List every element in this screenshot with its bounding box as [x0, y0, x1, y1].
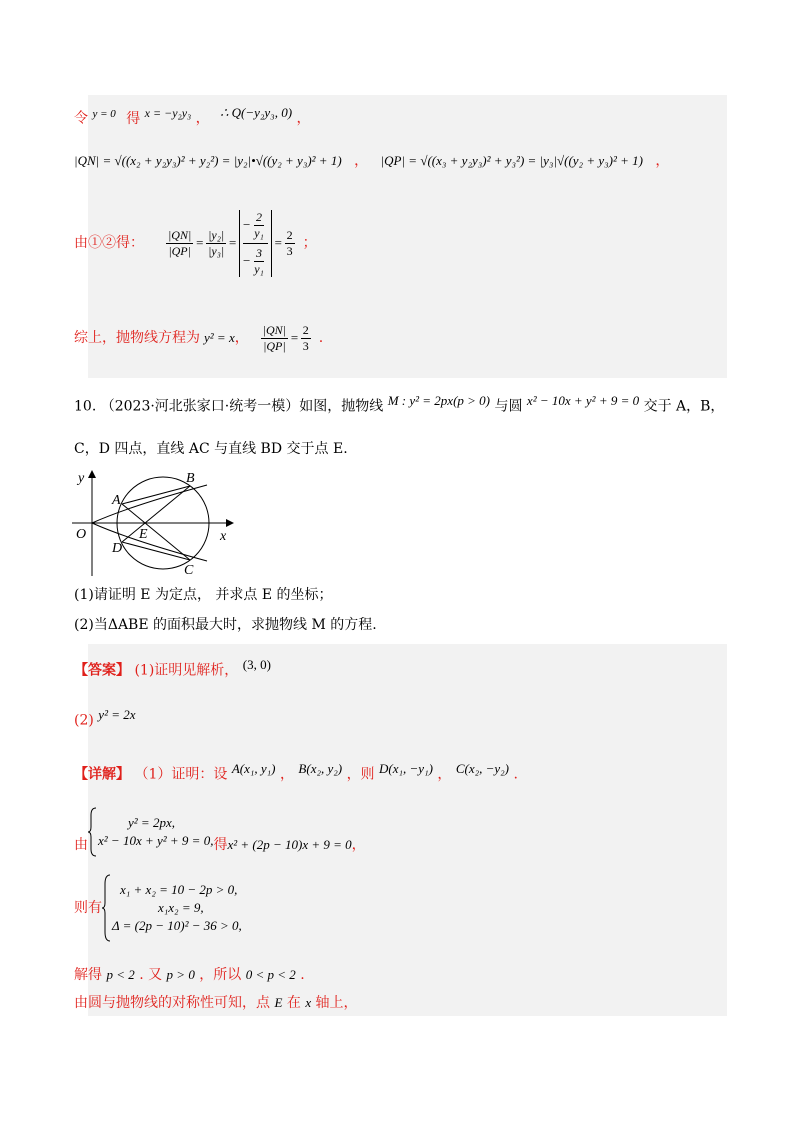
eq-circle: x² − 10x + y² + 9 = 0	[526, 393, 640, 408]
frac-num: 2	[256, 209, 263, 224]
system-1-row-2: x² − 10x + y² + 9 = 0,	[98, 833, 214, 848]
answer-2: (2)	[74, 712, 94, 729]
system-1-row-1: y² = 2px,	[128, 815, 175, 830]
comma: ，	[351, 837, 366, 853]
text-yuyuan: 与圆	[494, 398, 523, 415]
comma: ，	[655, 153, 670, 169]
text-you: . 又	[139, 967, 163, 983]
eq-parabola: y² = x	[204, 330, 235, 345]
text-you: 由	[74, 837, 88, 853]
question-1	[74, 586, 333, 604]
problem-line-2-text: C，D 四点，直线 AC 与直线 BD 交于点 E.	[74, 441, 348, 457]
text-prefix: 由①②得：	[74, 235, 144, 251]
text-jiede: 解得	[74, 967, 102, 983]
text-de: 得	[126, 110, 141, 127]
point-d: D(x₁, −y₁)	[379, 761, 433, 776]
ineq-p-gt-0: p > 0	[166, 967, 195, 982]
comma: ，	[354, 153, 369, 169]
problem-number: 10.	[74, 398, 97, 415]
period: .	[513, 766, 518, 783]
text-suoyi: ，所以	[199, 967, 242, 983]
answer-1: (1)证明见解析，	[134, 662, 239, 679]
label-x: x	[220, 529, 227, 544]
point-c: C(x₂, −y₂)	[455, 761, 510, 776]
text-axis: 轴上，	[315, 995, 358, 1011]
point-e: E	[274, 995, 283, 1010]
answer-2-value: y² = 2x	[98, 707, 136, 722]
system-2-row-2: x₁x₂ = 9,	[158, 900, 204, 915]
question-2	[74, 616, 377, 634]
label-b: B	[186, 471, 195, 486]
comma: ，	[195, 110, 210, 127]
period: .	[300, 967, 305, 983]
derivation-line-2	[74, 152, 669, 170]
period: .	[318, 330, 324, 346]
problem-line-2	[74, 440, 348, 458]
system-1	[88, 807, 213, 857]
eq-x: x = −y₂y₃	[144, 106, 192, 120]
parabola-circle-figure	[72, 468, 242, 578]
eq-q-point: ∴ Q(−y₂y₃, 0)	[220, 105, 293, 120]
detail-intro: （1）证明：设	[134, 766, 228, 783]
system-2	[102, 874, 242, 942]
system-2-row-1: x₁ + x₂ = 10 − 2p > 0,	[120, 882, 238, 897]
symmetry-line	[74, 994, 358, 1012]
system-2-row-3: Δ = (2p − 10)² − 36 > 0,	[112, 918, 242, 933]
detail-line-1	[74, 760, 518, 784]
text-conclusion: 综上，抛物线方程为	[74, 330, 200, 346]
var-x: x	[305, 995, 312, 1010]
text-zeyou: 则有	[74, 900, 102, 916]
text-jiaoyu: 交于 A，B，	[643, 398, 725, 415]
text-ze: ，则	[346, 766, 375, 783]
solve-line	[74, 966, 305, 984]
label-a: A	[112, 493, 121, 508]
problem-source: （2023·河北张家口·统考一模）如图，抛物线	[100, 398, 384, 415]
question-1-text: (1)请证明 E 为定点， 并求点 E 的坐标；	[74, 587, 333, 603]
point-a: A(x₁, y₁)	[231, 761, 276, 776]
comma: ，	[296, 110, 311, 127]
frac-num: 2	[286, 227, 293, 242]
detail-tag: 【详解】	[74, 766, 130, 783]
text-de: 得	[213, 837, 228, 853]
frac-den: y₁	[254, 261, 264, 276]
conclusion-line: 综上，抛物线方程为 y² = x ， $\frac{|QN|}{|QP|}$ = $\frac{2}{3}$ .	[74, 322, 324, 353]
comma: ，	[234, 330, 249, 346]
frac-num: 2	[302, 322, 309, 337]
frac-num: |QN|	[168, 227, 192, 242]
eq-qn: |QN| = √((x₂ + y₂y₃)² + y₂²) = |y₂|•√((y₂ + y₃)² + 1)	[74, 153, 342, 168]
problem-line-1	[74, 392, 724, 416]
text-zai: 在	[286, 995, 301, 1011]
frac-num: |QN|	[262, 322, 286, 337]
derivation-line-3: 由①②得： $\frac{|QN|}{|QP|}$ = $\frac{\text{|y₂|}}{\text{|y₃|}}$ = − $\frac{2}{\text{y₁}}$ − $\frac{3}{\text{y₁}}$ = $\frac{2}{3}$ ；	[74, 209, 317, 276]
big-abs-frac: − $\frac{2}{\text{y₁}}$ − $\frac{3}{\text{y₁}}$	[239, 210, 272, 277]
frac-den: |y₃|	[208, 243, 225, 258]
answer-line-2	[74, 706, 136, 730]
question-2-text: (2)当ΔABE 的面积最大时，求抛物线 M 的方程.	[74, 617, 377, 633]
comma: ，	[437, 766, 452, 783]
frac-den: |QP|	[168, 243, 191, 258]
line-bd	[122, 486, 190, 542]
comma: ，	[279, 766, 294, 783]
frac-num: 3	[256, 245, 263, 260]
line-ac	[122, 504, 190, 560]
left-brace	[88, 807, 98, 857]
label-o: O	[76, 527, 87, 542]
frac-den: 3	[302, 338, 309, 353]
eq-qp: |QP| = √((x₃ + y₂y₃)² + y₃²) = |y₃|√((y₂ + y₃)² + 1)	[380, 153, 643, 168]
left-brace	[102, 874, 112, 942]
semicolon: ；	[302, 235, 317, 251]
answer-tag: 【答案】	[74, 662, 130, 679]
frac-num: |y₂|	[208, 227, 225, 242]
ineq-range: 0 < p < 2	[245, 967, 296, 982]
text-symmetry: 由圆与抛物线的对称性可知，点	[74, 995, 270, 1011]
eq-parabola-m: M : y² = 2px(p > 0)	[387, 393, 491, 408]
point-b: B(x₂, y₂)	[298, 761, 343, 776]
eq-y0: y = 0	[92, 108, 116, 120]
ineq-p-lt-2: p < 2	[106, 967, 135, 982]
eq-quadratic: x² + (2p − 10)x + 9 = 0	[227, 837, 352, 852]
system-1-line	[74, 804, 366, 860]
label-e: E	[139, 527, 148, 542]
frac-den: |QP|	[263, 338, 286, 353]
label-c: C	[184, 563, 194, 578]
answer-line-1	[74, 656, 271, 680]
label-d: D	[112, 541, 123, 556]
derivation-line-1	[74, 104, 310, 128]
label-y: y	[78, 471, 85, 486]
frac-den: 3	[286, 243, 293, 258]
system-2-line	[74, 872, 242, 944]
answer-1-value: (3, 0)	[242, 657, 271, 672]
text-ling: 令	[74, 110, 88, 127]
frac-den: y₁	[254, 225, 264, 240]
